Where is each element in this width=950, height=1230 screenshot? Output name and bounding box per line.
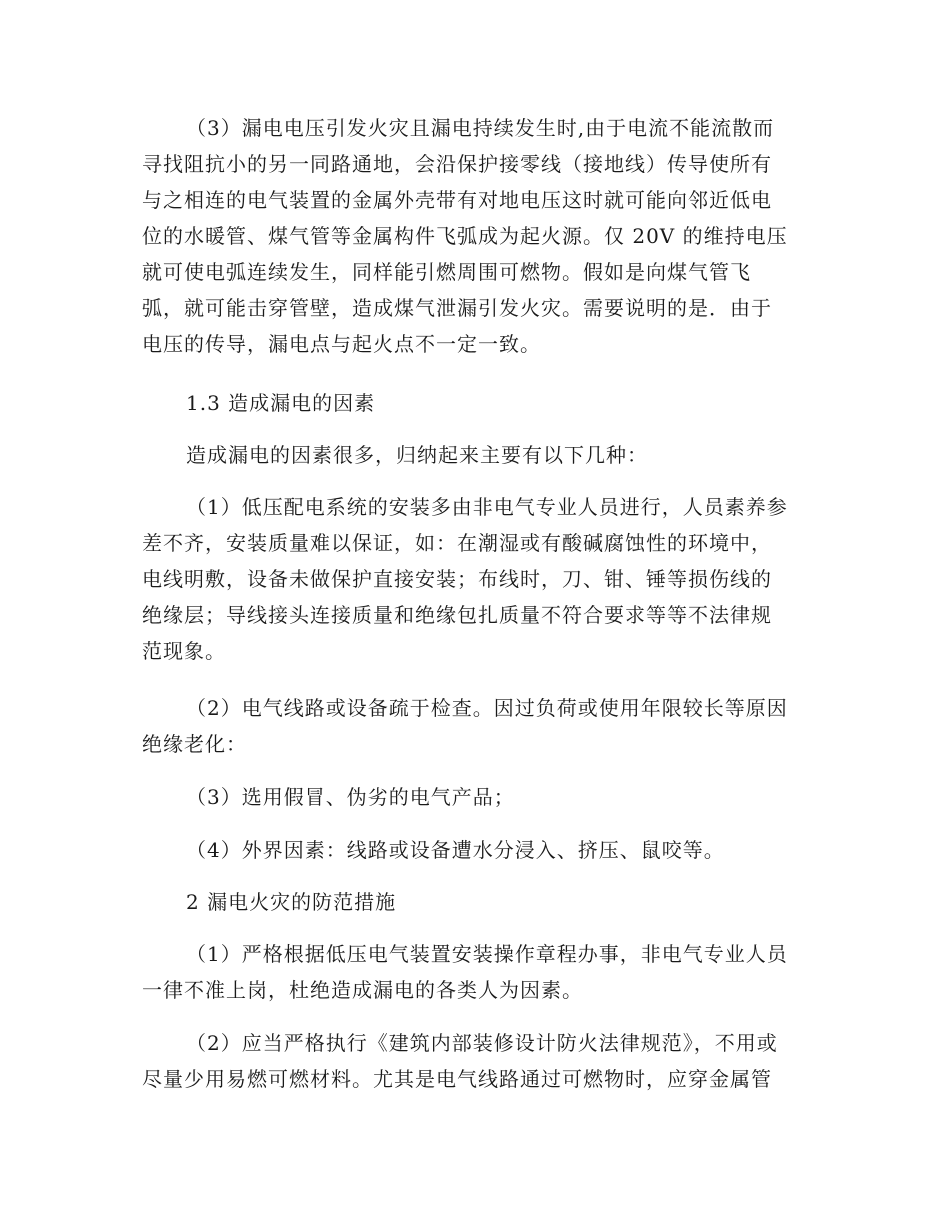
paragraph-factor-3 — [142, 779, 810, 815]
text-line: （4）外界因素：线路或设备遭水分浸入、挤压、鼠咬等。 — [186, 838, 725, 862]
text-line: 弧，就可能击穿管壁，造成煤气泄漏引发火灾。需要说明的是．由于 — [142, 296, 772, 320]
text-line: （2）应当严格执行《建筑内部装修设计防火法律规范》，不用或 — [186, 1031, 778, 1055]
text-line: （2）电气线路或设备疏于检查。因过负荷或使用年限较长等原因 — [186, 696, 788, 720]
paragraph-intro-factors — [142, 437, 810, 473]
text-line: 位的水暖管、煤气管等金属构件飞弧成为起火源。仅 20V 的维持电压 — [142, 224, 788, 248]
text-line: 2 漏电火灾的防范措施 — [186, 890, 397, 914]
text-line: 与之相连的电气装置的金属外壳带有对地电压这时就可能向邻近低电 — [142, 188, 772, 212]
text-line: （3）选用假冒、伪劣的电气产品； — [186, 785, 515, 809]
paragraph-measure-1 — [142, 936, 810, 1008]
section-heading-1-3 — [142, 385, 810, 421]
text-line: 绝缘层；导线接头连接质量和绝缘包扎质量不符合要求等等不法律规 — [142, 603, 772, 627]
text-line: （1）低压配电系统的安装多由非电气专业人员进行，人员素养参 — [186, 495, 788, 519]
paragraph-measure-2 — [142, 1025, 810, 1097]
text-line: 一律不准上岗，杜绝造成漏电的各类人为因素。 — [142, 978, 583, 1002]
text-line: 范现象。 — [142, 639, 226, 663]
text-line: 电压的传导，漏电点与起火点不一定一致。 — [142, 332, 541, 356]
text-line: （1）严格根据低压电气装置安装操作章程办事，非电气专业人员 — [186, 942, 788, 966]
paragraph-factor-4 — [142, 832, 810, 868]
text-line: 绝缘老化： — [142, 732, 247, 756]
section-heading-2 — [142, 884, 810, 920]
text-line: 就可使电弧连续发生，同样能引燃周围可燃物。假如是向煤气管飞 — [142, 260, 751, 284]
text-line: 寻找阻抗小的另一同路通地，会沿保护接零线（接地线）传导使所有 — [142, 152, 772, 176]
paragraph-factor-2 — [142, 690, 810, 762]
text-line: 尽量少用易燃可燃材料。尤其是电气线路通过可燃物时，应穿金属管 — [142, 1067, 772, 1091]
paragraph-leakage-fire — [142, 110, 810, 362]
text-line: 差不齐，安装质量难以保证，如：在潮湿或有酸碱腐蚀性的环境中， — [142, 531, 772, 555]
text-line: 1.3 造成漏电的因素 — [186, 391, 376, 415]
text-line: 造成漏电的因素很多，归纳起来主要有以下几种： — [186, 443, 648, 467]
text-line: （3）漏电电压引发火灾且漏电持续发生时,由于电流不能流散而 — [186, 116, 775, 140]
paragraph-factor-1 — [142, 489, 810, 669]
text-line: 电线明敷，设备未做保护直接安装；布线时，刀、钳、锤等损伤线的 — [142, 567, 772, 591]
